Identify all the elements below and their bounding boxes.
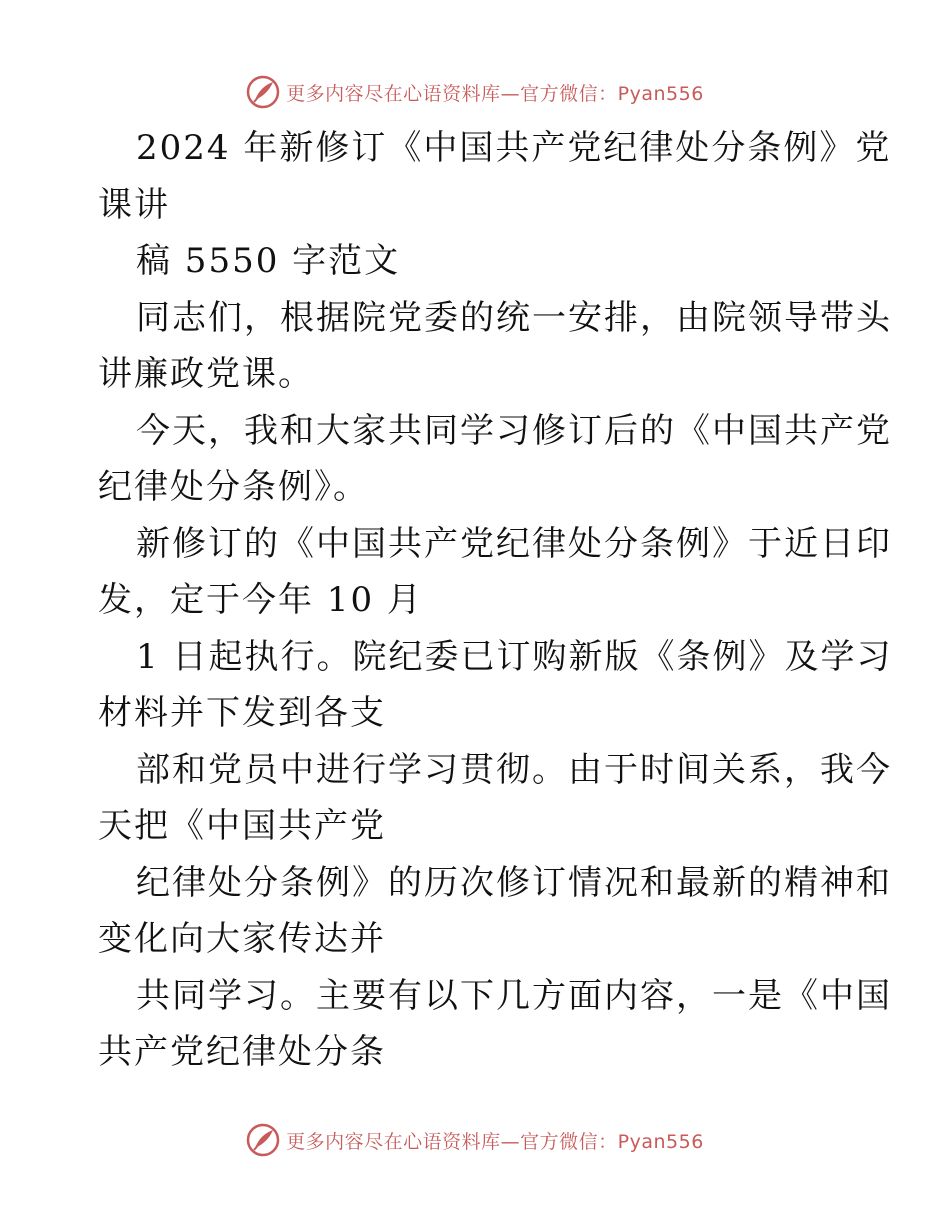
text-line: 今天，我和大家共同学习修订后的《中国共产党 xyxy=(136,410,892,451)
text-line: 讲廉政党课。 xyxy=(98,354,314,394)
text-line: 新修订的《中国共产党纪律处分条例》于近日印 xyxy=(136,523,892,564)
feather-logo-icon xyxy=(246,1123,280,1157)
footer-watermark xyxy=(0,1120,950,1160)
feather-logo-icon xyxy=(246,75,280,109)
text-line: 纪律处分条例》的历次修订情况和最新的精神和 xyxy=(136,862,892,903)
text-line: 纪律处分条例》。 xyxy=(98,467,369,507)
text-line: 变化向大家传达并 xyxy=(98,919,386,959)
text-line: 2024 年新修订《中国共产党纪律处分条例》党 xyxy=(136,128,892,168)
header-watermark xyxy=(0,72,950,112)
text-line: 同志们，根据院党委的统一安排，由院领导带头 xyxy=(136,297,892,338)
watermark-text: 更多内容尽在心语资料库—官方微信：Pyan556 xyxy=(286,82,704,105)
text-line: 共同学习。主要有以下几方面内容，一是《中国 xyxy=(136,975,892,1016)
text-line: 课讲 xyxy=(98,184,170,225)
text-line: 1 日起执行。院纪委已订购新版《条例》及学习 xyxy=(136,636,893,677)
text-line: 共产党纪律处分条 xyxy=(98,1032,386,1072)
text-line: 部和党员中进行学习贯彻。由于时间关系，我今 xyxy=(136,749,892,790)
text-line: 稿 5550 字范文 xyxy=(136,241,401,281)
text-line: 材料并下发到各支 xyxy=(98,693,386,733)
text-line: 发，定于今年 10 月 xyxy=(98,580,423,620)
document-body xyxy=(98,120,893,1081)
watermark-text: 更多内容尽在心语资料库—官方微信：Pyan556 xyxy=(286,1130,704,1153)
text-line: 天把《中国共产党 xyxy=(98,806,386,846)
